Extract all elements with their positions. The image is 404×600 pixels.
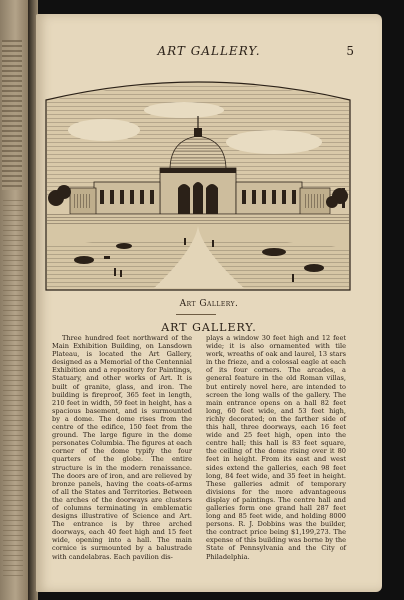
book-page xyxy=(36,14,382,592)
text-column-left xyxy=(52,334,192,561)
page-number: 5 xyxy=(346,44,354,58)
body-paragraph: Three hundred feet northward of the Main Exhibition Building, on Lansdown Plateau, is located the Art Gallery, designed as a Memorial of the Centennial Exhibition and a repository for Paintings, Statuary, and other works of Art. It is built of granite, glass, and iron. The building is fireproof, 365 feet in length, 210 feet in width, 59 feet in height, has a spacious basement, and is surmounted by a dome. The dome rises from the centre of the edifice, 150 feet from the ground. The large figure in the dome personates Columbia. The figures at each corner of the dome typify the four quarters of the globe. The entire structure is in the modern renaissance. The doors are of iron, and are relieved by bronze panels, having the coats-of-arms of all the States and Territories. Between the arches of the doorways are clusters of columns terminating in emblematic designs illustrative of Science and Art. The entrance is by three arched doorways, each 40 feet high and 15 feet wide, opening into a hall. The main cornice is surmounted by a balustrade with candelabras. Each pavilion dis- xyxy=(52,334,192,561)
art-gallery-engraving xyxy=(44,70,352,292)
caption-rule xyxy=(176,314,216,315)
text-column-right xyxy=(206,334,346,561)
running-head: ART GALLERY. xyxy=(157,44,261,58)
facing-page-text-fragment xyxy=(3,200,23,580)
engraving-caption: Art Gallery. xyxy=(179,299,239,309)
facing-page-edge xyxy=(0,0,28,600)
body-paragraph-continued: plays a window 30 feet high and 12 feet wide; it is also ornamented with tile work, wreaths of oak and laurel, 13 stars in the frieze, and a colossal eagle at each of its four corners. The arcades, a general feature in the old Roman villas, but entirely novel here, are intended to screen the long walls of the gallery. The main entrance opens on a hall 82 feet long, 60 feet wide, and 53 feet high, richly decorated; on the farther side of this hall, three doorways, each 16 feet wide and 25 feet high, open into the centre hall; this hall is 83 feet square, the ceiling of the dome rising over it 80 feet in height. From its east and west sides extend the galleries, each 98 feet long, 84 feet wide, and 35 feet in height. These galleries admit of temporary divisions for the more advantageous display of paintings. The centre hall and galleries form one grand hall 287 feet long and 85 feet wide, and holding 8000 persons. R. J. Dobbins was the builder, the contract price being $1,199,273. The expense of this building was borne by the State of Pennsylvania and the City of Philadelphia. xyxy=(206,334,346,561)
section-title: ART GALLERY. xyxy=(161,321,257,334)
facing-page-engraving-fragment xyxy=(2,40,22,190)
